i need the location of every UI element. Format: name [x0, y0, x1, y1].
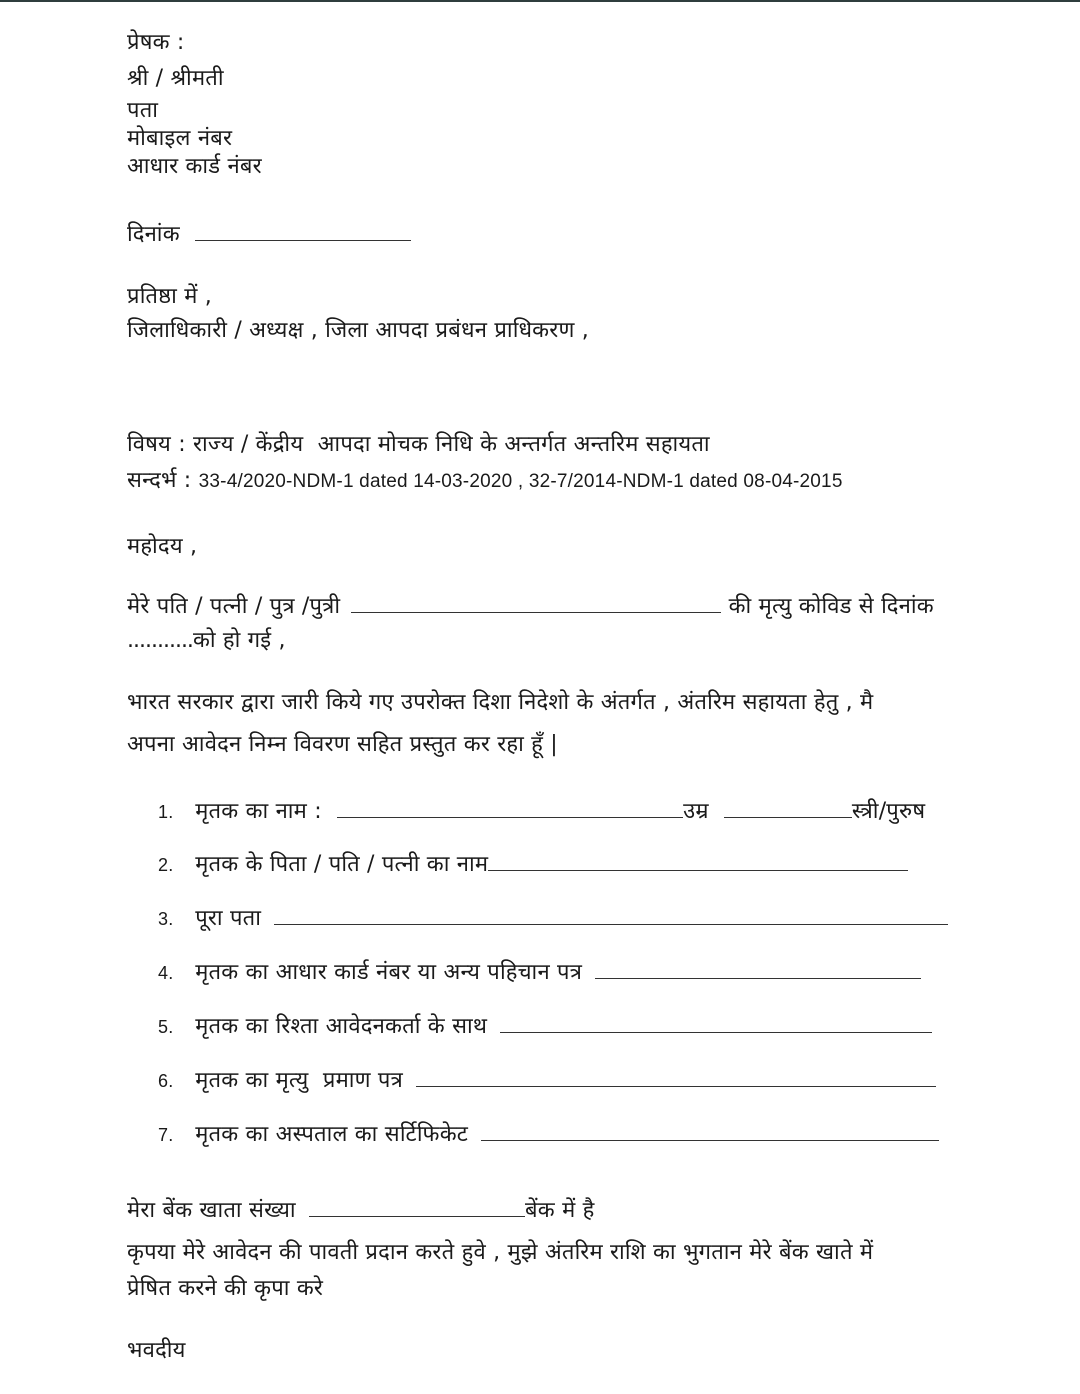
reference-row: [127, 466, 843, 497]
item-number: 4.: [158, 963, 174, 983]
date-row: [127, 220, 411, 250]
subject-label: विषय :: [127, 432, 186, 457]
para1-line2-text: को हो गई ,: [192, 628, 286, 653]
aadhaar-id-blank[interactable]: [595, 958, 921, 979]
list-item-6: [158, 1066, 936, 1096]
item-number: 3.: [158, 909, 174, 929]
deceased-relation-name-blank[interactable]: [351, 592, 721, 613]
sender-label: प्रेषक :: [127, 30, 185, 55]
item-label: मृतक के पिता / पति / पत्नी का नाम: [195, 852, 489, 877]
gender-label: स्त्री/पुरुष: [851, 799, 926, 824]
request-line2: प्रेषित करने की कृपा करे: [127, 1276, 324, 1301]
reference-label: सन्दर्भ :: [127, 468, 192, 493]
item-number: 1.: [158, 802, 174, 822]
para1-suffix: की मृत्यु कोविड से दिनांक: [728, 594, 934, 619]
item-number: 6.: [158, 1071, 174, 1091]
sender-mobile-line: मोबाइल नंबर: [127, 126, 233, 151]
item-label: मृतक का अस्पताल का सर्टिफिकेट: [195, 1122, 469, 1147]
para2-line2: अपना आवेदन निम्न विवरण सहित प्रस्तुत कर रहा हूँ |: [127, 732, 558, 757]
bank-suffix: बेंक में है: [525, 1198, 595, 1223]
list-item-3: [158, 904, 948, 934]
full-address-blank[interactable]: [274, 904, 948, 925]
reference-text: 33-4/2020-NDM-1 dated 14-03-2020 , 32-7/2014-NDM-1 dated 08-04-2015: [198, 471, 843, 492]
closing: भवदीय: [127, 1338, 186, 1363]
item-label: मृतक का आधार कार्ड नंबर या अन्य पहिचान पत्र: [195, 960, 583, 985]
item-label: मृतक का नाम :: [195, 799, 322, 824]
sender-aadhaar-line: आधार कार्ड नंबर: [127, 154, 262, 179]
item-label: पूरा पता: [195, 906, 262, 931]
para2-line1: भारत सरकार द्वारा जारी किये गए उपरोक्त दिशा निदेशो के अंतर्गत , अंतरिम सहायता हेतु , मै: [127, 690, 874, 715]
parent-spouse-name-blank[interactable]: [488, 850, 908, 871]
bank-row: [127, 1196, 595, 1226]
age-blank[interactable]: [724, 797, 852, 818]
item-number: 2.: [158, 855, 174, 875]
top-border: [0, 0, 1080, 2]
request-line1: कृपया मेरे आवेदन की पावती प्रदान करते हुवे , मुझे अंतरिम राशि का भुगतान मेरे बेंक खाते में: [127, 1240, 874, 1265]
para1-line1: [127, 592, 934, 622]
subject-text: राज्य / केंद्रीय आपदा मोचक निधि के अन्तर्गत अन्तरिम सहायता: [193, 432, 710, 457]
list-item-7: [158, 1120, 939, 1150]
para1-prefix: मेरे पति / पत्नी / पुत्र /पुत्री: [127, 594, 341, 619]
bank-account-blank[interactable]: [309, 1196, 525, 1217]
greeting: महोदय ,: [127, 534, 198, 559]
recipient-designation: जिलाधिकारी / अध्यक्ष , जिला आपदा प्रबंधन प्राधिकरण ,: [127, 318, 589, 343]
list-item-5: [158, 1012, 932, 1042]
list-item-4: [158, 958, 921, 988]
death-date-dots[interactable]: ...........: [127, 628, 193, 653]
relationship-blank[interactable]: [500, 1012, 932, 1033]
age-label: उम्र: [683, 799, 709, 824]
item-number: 5.: [158, 1017, 174, 1037]
deceased-name-blank[interactable]: [337, 797, 683, 818]
item-label: मृतक का मृत्यु प्रमाण पत्र: [195, 1068, 403, 1093]
bank-prefix: मेरा बेंक खाता संख्या: [127, 1198, 296, 1223]
subject-row: [127, 430, 710, 460]
recipient-salutation: प्रतिष्ठा में ,: [127, 284, 212, 309]
list-item-1: [158, 797, 925, 827]
date-label: दिनांक: [127, 222, 180, 247]
list-item-2: [158, 850, 908, 880]
date-blank-field[interactable]: [195, 220, 411, 241]
item-label: मृतक का रिश्ता आवेदनकर्ता के साथ: [195, 1014, 488, 1039]
para1-line2: [127, 626, 286, 656]
sender-address-line: पता: [127, 98, 159, 123]
death-certificate-blank[interactable]: [416, 1066, 936, 1087]
sender-name-line: श्री / श्रीमती: [127, 66, 224, 91]
item-number: 7.: [158, 1125, 174, 1145]
hospital-certificate-blank[interactable]: [481, 1120, 939, 1141]
